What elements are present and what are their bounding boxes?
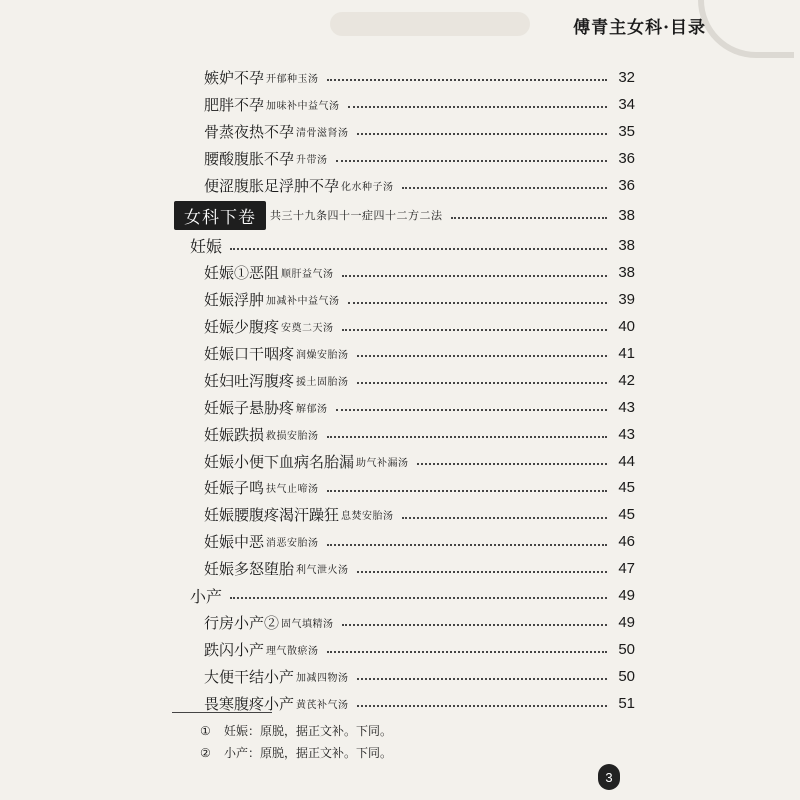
- toc-entry[interactable]: [170, 636, 635, 663]
- page-number: 38: [618, 264, 635, 282]
- entry-formula: 助气补漏汤: [356, 457, 409, 469]
- page-number: 36: [618, 176, 635, 194]
- entry-title: 嫉妒不孕: [204, 68, 265, 87]
- section-title: 小产: [190, 586, 223, 606]
- dot-leader: [342, 275, 607, 277]
- footnote-divider: [172, 712, 272, 713]
- footnote-mark: ①: [200, 724, 211, 738]
- entry-formula: 化水种子汤: [341, 181, 394, 193]
- entry-formula: 开郁种玉汤: [266, 73, 319, 85]
- toc-entry[interactable]: [170, 286, 635, 313]
- page-number: 49: [618, 613, 635, 631]
- volume-label: 女科下卷: [174, 201, 266, 230]
- dot-leader: [402, 187, 607, 189]
- page-number: 38: [618, 206, 635, 224]
- page-number-badge: 3: [598, 764, 620, 790]
- entry-title: 便涩腹胀足浮肿不孕: [204, 176, 340, 195]
- dot-leader: [357, 571, 607, 573]
- section-heading-miscarriage[interactable]: [170, 582, 635, 609]
- footnote: [200, 720, 392, 742]
- header-decoration: [330, 12, 530, 36]
- section-title: 妊娠: [190, 237, 223, 257]
- dot-leader: [357, 705, 607, 707]
- entry-formula: 加减补中益气汤: [266, 296, 340, 308]
- toc-entry[interactable]: [170, 340, 635, 367]
- entry-title: 妊娠子鸣: [204, 479, 265, 498]
- toc-entry[interactable]: [170, 172, 635, 199]
- dot-leader: [336, 160, 607, 162]
- running-header: 傅青主女科·目录: [573, 18, 706, 38]
- dot-leader: [357, 678, 607, 680]
- dot-leader: [348, 106, 607, 108]
- dot-leader: [357, 382, 607, 384]
- toc-entry[interactable]: [170, 609, 635, 636]
- volume-summary: 共三十九条四十一症四十二方二法: [270, 209, 443, 223]
- entry-title: 妊娠中恶: [204, 533, 265, 552]
- entry-title: 腰酸腹胀不孕: [204, 149, 295, 168]
- page-number: 38: [618, 237, 635, 255]
- entry-title: 骨蒸夜热不孕: [204, 122, 295, 141]
- entry-formula: 升带汤: [296, 154, 328, 166]
- dot-leader: [417, 463, 607, 465]
- entry-formula: 消恶安胎汤: [266, 538, 319, 550]
- entry-title: 妊娠少腹疼: [204, 318, 280, 337]
- entry-formula: 扶气止啼汤: [266, 484, 319, 496]
- toc-entry[interactable]: [170, 313, 635, 340]
- dot-leader: [327, 651, 607, 653]
- section-heading-pregnancy[interactable]: [170, 232, 635, 259]
- toc-entry[interactable]: [170, 394, 635, 421]
- dot-leader: [348, 302, 607, 304]
- dot-leader: [336, 409, 607, 411]
- toc-entry[interactable]: [170, 91, 635, 118]
- dot-leader: [402, 517, 607, 519]
- page-number: 40: [618, 318, 635, 336]
- page-number: 43: [618, 425, 635, 443]
- footnotes: [200, 720, 392, 764]
- entry-title: 妊娠浮肿: [204, 291, 265, 310]
- page-number: 34: [618, 95, 635, 113]
- toc-entry[interactable]: [170, 421, 635, 448]
- page-number: 50: [618, 667, 635, 685]
- page-number: 46: [618, 533, 635, 551]
- toc-entry[interactable]: [170, 145, 635, 172]
- page-number: 43: [618, 398, 635, 416]
- entry-formula: 加味补中益气汤: [266, 100, 340, 112]
- entry-formula: 息焚安胎汤: [341, 511, 394, 523]
- entry-title: 行房小产②: [204, 613, 280, 632]
- entry-formula: 加减四物汤: [296, 672, 349, 684]
- footnote-mark: ②: [200, 746, 211, 760]
- corner-ornament: [698, 0, 794, 58]
- dot-leader: [327, 544, 607, 546]
- page-number: 39: [618, 291, 635, 309]
- entry-title: 肥胖不孕: [204, 95, 265, 114]
- page-number: 41: [618, 344, 635, 362]
- dot-leader: [230, 248, 607, 250]
- entry-formula: 援土固胎汤: [296, 376, 349, 388]
- dot-leader: [357, 133, 607, 135]
- table-of-contents: [170, 64, 635, 716]
- entry-formula: 顺肝益气汤: [281, 269, 334, 281]
- entry-formula: 利气泄火汤: [296, 565, 349, 577]
- footnote-text: 妊娠：原脱，据正文补。下同。: [224, 724, 393, 738]
- entry-formula: 安奠二天汤: [281, 323, 334, 335]
- page-number: 42: [618, 371, 635, 389]
- page-number: 35: [618, 122, 635, 140]
- toc-entry[interactable]: [170, 555, 635, 582]
- toc-entry[interactable]: [170, 118, 635, 145]
- entry-title: 妊娠①恶阻: [204, 264, 280, 283]
- entry-formula: 黄芪补气汤: [296, 699, 349, 711]
- page-number: 50: [618, 640, 635, 658]
- entry-title: 妊妇吐泻腹疼: [204, 371, 295, 390]
- toc-entry[interactable]: [170, 663, 635, 690]
- toc-entry[interactable]: [170, 448, 635, 475]
- entry-title: 畏寒腹疼小产: [204, 694, 295, 713]
- toc-entry[interactable]: [170, 259, 635, 286]
- dot-leader: [327, 436, 607, 438]
- entry-formula: 清骨滋肾汤: [296, 127, 349, 139]
- page-number: 45: [618, 479, 635, 497]
- toc-entry[interactable]: [170, 474, 635, 501]
- entry-formula: 解郁汤: [296, 403, 328, 415]
- toc-entry[interactable]: [170, 64, 635, 91]
- entry-title: 妊娠口干咽疼: [204, 344, 295, 363]
- dot-leader: [357, 355, 607, 357]
- dot-leader: [230, 597, 607, 599]
- toc-entry[interactable]: [170, 528, 635, 555]
- entry-formula: 润燥安胎汤: [296, 349, 349, 361]
- entry-formula: 救损安胎汤: [266, 430, 319, 442]
- entry-title: 妊娠跌损: [204, 425, 265, 444]
- entry-title: 跌闪小产: [204, 640, 265, 659]
- page-number: 47: [618, 560, 635, 578]
- dot-leader: [327, 490, 607, 492]
- entry-formula: 理气散瘀汤: [266, 645, 319, 657]
- entry-title: 妊娠多怒堕胎: [204, 560, 295, 579]
- page-number: 44: [618, 452, 635, 470]
- page-number: 49: [618, 586, 635, 604]
- page-number: 36: [618, 149, 635, 167]
- dot-leader: [327, 79, 607, 81]
- footnote-text: 小产：原脱，据正文补。下同。: [224, 746, 393, 760]
- entry-title: 妊娠子悬胁疼: [204, 398, 295, 417]
- dot-leader: [342, 624, 607, 626]
- page-number: 51: [618, 694, 635, 712]
- page-number: 32: [618, 68, 635, 86]
- entry-title: 妊娠小便下血病名胎漏: [204, 452, 355, 471]
- entry-title: 大便干结小产: [204, 667, 295, 686]
- entry-title: 妊娠腰腹疼渴汗躁狂: [204, 506, 340, 525]
- footnote: [200, 742, 392, 764]
- toc-entry[interactable]: [170, 501, 635, 528]
- entry-formula: 固气填精汤: [281, 618, 334, 630]
- volume-heading[interactable]: [170, 198, 635, 232]
- dot-leader: [451, 217, 608, 219]
- page-number: 45: [618, 506, 635, 524]
- dot-leader: [342, 329, 607, 331]
- toc-entry[interactable]: [170, 367, 635, 394]
